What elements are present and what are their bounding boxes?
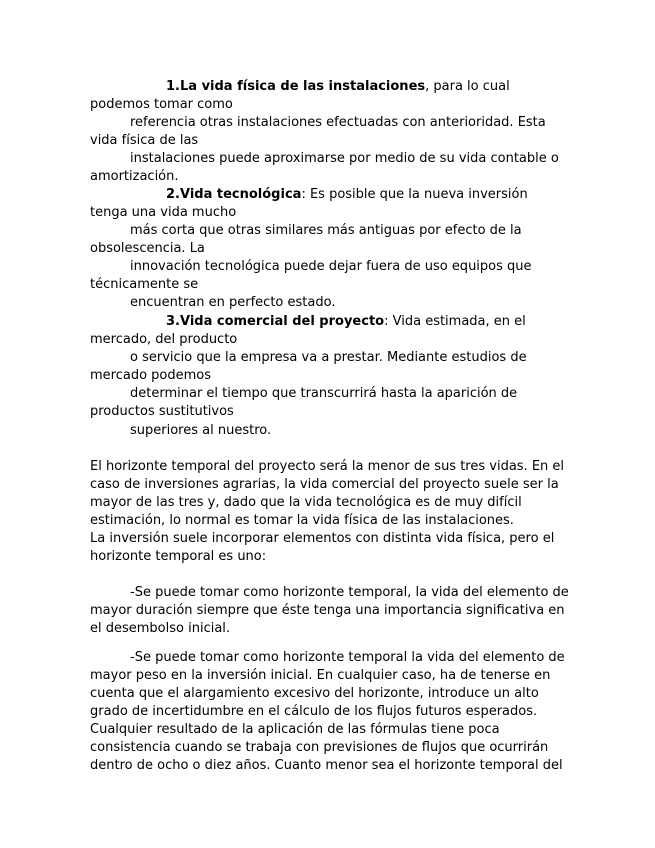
text-line: caso de inversiones agrarias, la vida comercial del proyecto suele ser la xyxy=(90,477,559,492)
text-line: estimación, lo normal es tomar la vida física de las instalaciones. xyxy=(90,513,514,528)
text-line: vida física de las xyxy=(90,133,199,148)
text-line: más corta que otras similares más antiguas por efecto de la xyxy=(130,223,522,238)
text-line: consistencia cuando se trabaja con previsiones de flujos que ocurrirán xyxy=(90,740,549,755)
list-item-3-heading xyxy=(166,313,526,331)
list-item-2-heading-rest: : Es posible que la nueva inversión xyxy=(301,187,528,202)
text-line: productos sustitutivos xyxy=(90,404,234,419)
list-item-1-heading-rest: , para lo cual xyxy=(425,79,510,94)
text-line: mayor de las tres y, dado que la vida tecnológica es de muy difícil xyxy=(90,495,522,510)
text-line: cuenta que el alargamiento excesivo del horizonte, introduce un alto xyxy=(90,686,539,701)
text-line: -Se puede tomar como horizonte temporal, la vida del elemento de xyxy=(130,585,569,600)
text-line: instalaciones puede aproximarse por medio de su vida contable o xyxy=(130,151,559,166)
text-line: mercado podemos xyxy=(90,368,212,383)
text-line: el desembolso inicial. xyxy=(90,621,231,636)
list-item-3-title: 3.Vida comercial del proyecto xyxy=(166,314,385,329)
text-line: referencia otras instalaciones efectuadas con anterioridad. Esta xyxy=(130,115,546,130)
list-item-2-title: 2.Vida tecnológica xyxy=(166,187,302,202)
text-line: tenga una vida mucho xyxy=(90,205,237,220)
text-line: superiores al nuestro. xyxy=(130,423,272,438)
text-line: La inversión suele incorporar elementos con distinta vida física, pero el xyxy=(90,531,555,546)
text-line: podemos tomar como xyxy=(90,97,233,112)
text-line: grado de incertidumbre en el cálculo de los flujos futuros esperados. xyxy=(90,704,538,719)
text-line: Cualquier resultado de la aplicación de las fórmulas tiene poca xyxy=(90,722,500,737)
text-line: determinar el tiempo que transcurrirá hasta la aparición de xyxy=(130,386,518,401)
text-line: mercado, del producto xyxy=(90,332,238,347)
text-line: mayor duración siempre que éste tenga una importancia significativa en xyxy=(90,603,565,618)
text-line: -Se puede tomar como horizonte temporal la vida del elemento de xyxy=(130,650,565,665)
text-line: mayor peso en la inversión inicial. En cualquier caso, ha de tenerse en xyxy=(90,668,551,683)
text-line: dentro de ocho o diez años. Cuanto menor sea el horizonte temporal del xyxy=(90,758,563,773)
text-line: amortización. xyxy=(90,169,179,184)
list-item-2-heading xyxy=(166,186,528,204)
text-line: horizonte temporal es uno: xyxy=(90,549,267,564)
text-line: obsolescencia. La xyxy=(90,241,205,256)
text-line: innovación tecnológica puede dejar fuera de uso equipos que xyxy=(130,259,532,274)
text-line: El horizonte temporal del proyecto será la menor de sus tres vidas. En el xyxy=(90,459,565,474)
list-item-1-title: 1.La vida física de las instalaciones xyxy=(166,79,426,94)
text-line: técnicamente se xyxy=(90,277,199,292)
text-line: encuentran en perfecto estado. xyxy=(130,295,336,310)
list-item-1-heading xyxy=(166,78,510,96)
text-line: o servicio que la empresa va a prestar. Mediante estudios de xyxy=(130,350,527,365)
list-item-3-heading-rest: : Vida estimada, en el xyxy=(384,314,526,329)
